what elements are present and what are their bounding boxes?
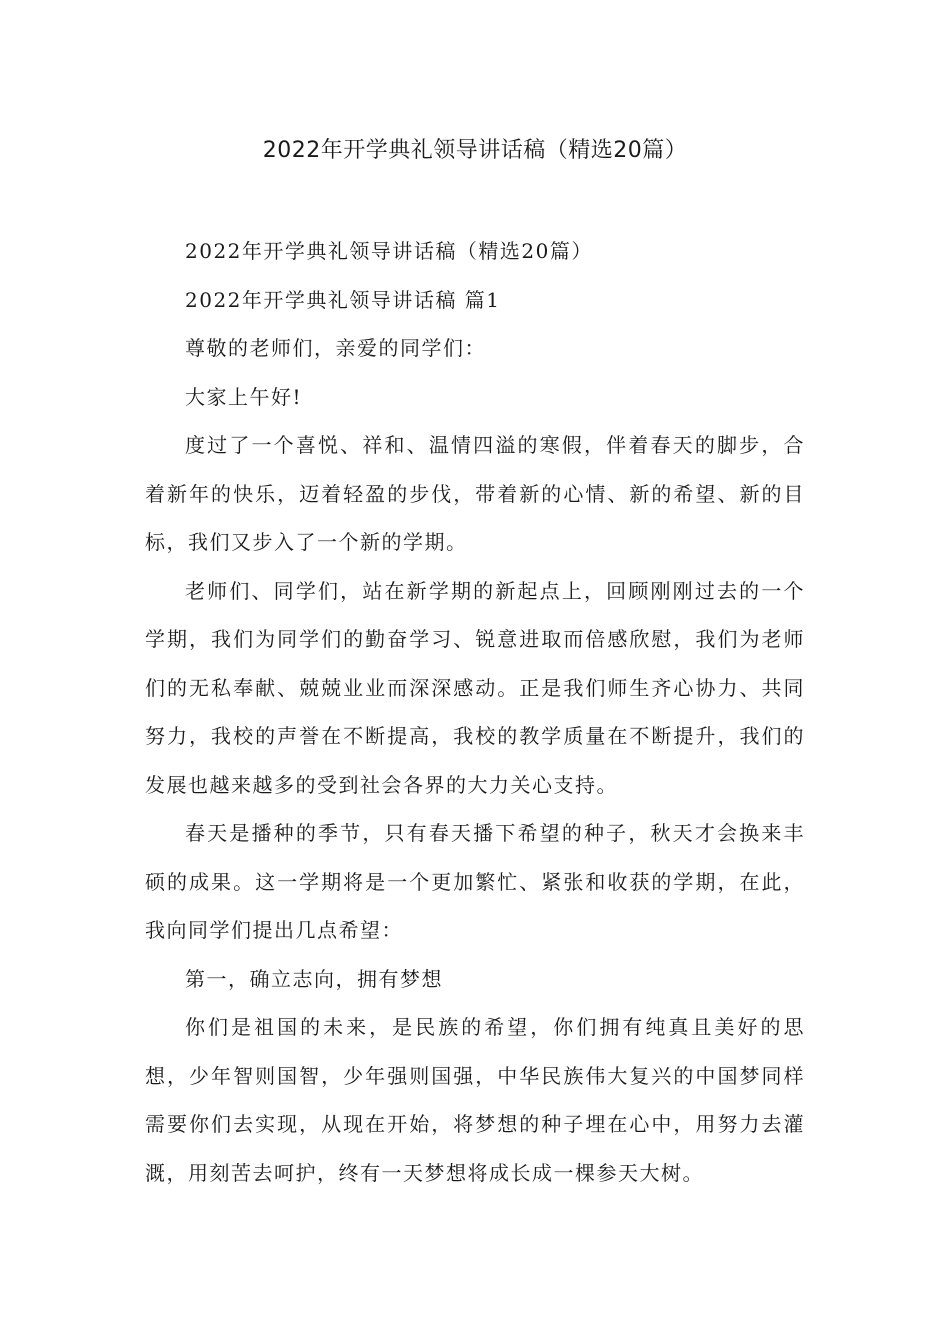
paragraph-subtitle: 2022年开学典礼领导讲话稿（精选20篇） bbox=[185, 239, 593, 263]
paragraph-body: 你们是祖国的未来，是民族的希望，你们拥有纯真且美好的思想，少年智则国智，少年强则国强，中华民族伟大复兴的中国梦同样需要你们去实现，从现在开始，将梦想的种子埋在心中，用努力去灌溉，用刻苦去呵护，终有一天梦想将成长成一棵参天大树。 bbox=[145, 1015, 805, 1185]
paragraph-body: 春天是播种的季节，只有春天播下希望的种子，秋天才会换来丰硕的成果。这一学期将是一个更加繁忙、紧张和收获的学期，在此，我向同学们提出几点希望： bbox=[145, 821, 805, 942]
document-title: 2022年开学典礼领导讲话稿（精选20篇） bbox=[262, 138, 688, 163]
paragraph-salutation: 尊敬的老师们，亲爱的同学们： bbox=[185, 336, 486, 360]
paragraph-section-heading: 2022年开学典礼领导讲话稿 篇1 bbox=[185, 287, 501, 312]
paragraph-point-heading: 第一，确立志向，拥有梦想 bbox=[185, 966, 443, 991]
paragraph-greeting: 大家上午好! bbox=[185, 384, 303, 409]
paragraph-body: 度过了一个喜悦、祥和、温情四溢的寒假，伴着春天的脚步，合着新年的快乐，迈着轻盈的步伐，带着新的心情、新的希望、新的目标，我们又步入了一个新的学期。 bbox=[145, 433, 805, 554]
paragraph-body: 老师们、同学们，站在新学期的新起点上，回顾刚刚过去的一个学期，我们为同学们的勤奋学习、锐意进取而倍感欣慰，我们为老师们的无私奉献、兢兢业业而深深感动。正是我们师生齐心协力、共同努力，我校的声誉在不断提高，我校的教学质量在不断提升，我们的发展也越来越多的受到社会各界的大力关心支持。 bbox=[145, 578, 805, 797]
document-body bbox=[145, 227, 805, 1197]
